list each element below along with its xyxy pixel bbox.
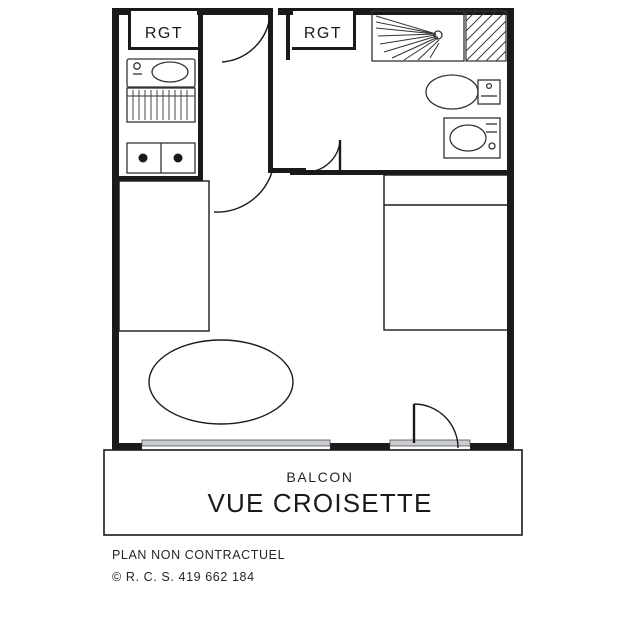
furniture xyxy=(119,175,510,424)
closet-label-right: RGT xyxy=(303,25,343,42)
view-title: VUE CROISETTE xyxy=(207,488,433,518)
footer-block xyxy=(112,548,532,584)
disclaimer-text: PLAN NON CONTRACTUEL xyxy=(112,548,286,562)
closet-label-left: RGT xyxy=(144,25,184,42)
outer-walls xyxy=(112,8,514,450)
shower-right xyxy=(372,11,506,61)
legal-text: © R. C. S. 419 662 184 xyxy=(112,570,255,584)
wc-and-vanity xyxy=(426,75,500,158)
balcony-label: BALCON xyxy=(286,469,354,485)
door-swings xyxy=(214,15,458,448)
bathroom-left-fixtures xyxy=(127,59,195,173)
